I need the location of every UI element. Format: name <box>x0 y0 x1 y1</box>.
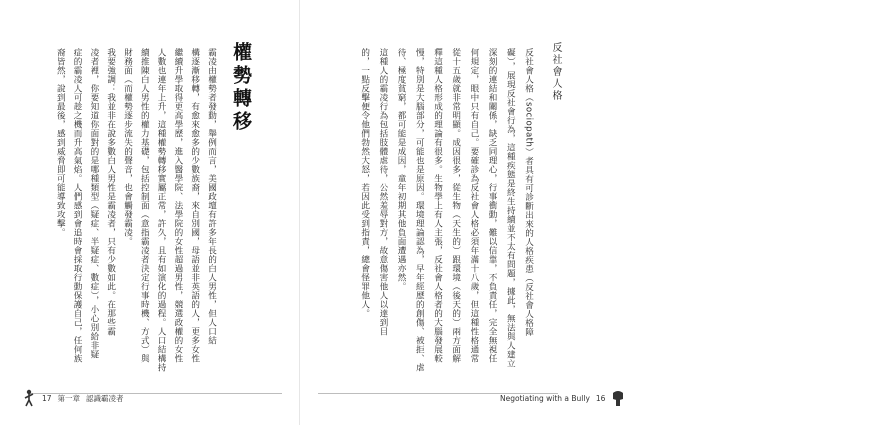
left-page <box>0 0 300 425</box>
text-column: 症的霸凌人可趁之機而升高氣焰。人們感到會追時會採取行動保護自己，任何族 <box>72 48 83 363</box>
text-column: 從十五歲就非常明顯。成因很多，從生物（天生的）跟環境（後天的）兩方面解 <box>450 48 461 363</box>
right-page <box>300 0 606 425</box>
text-column: 裔皆然，說到最後，感到威脅即可能導致攻擊。 <box>55 48 66 237</box>
text-column: 我要強調：我並非在說多數白人男性是霸凌者，只有少數如此。在那些霸 <box>105 48 116 336</box>
text-column: 的，一點反擊便令他們勃然大怒，若因此受到指責，總會怪罪他人。 <box>359 48 370 318</box>
text-column: 反社會人格（sociopath）者具有可診斷出來的人格疾患（反社會人格障 <box>523 48 534 337</box>
text-column: 深刻的連結和關係，缺乏同理心，行事衝動，難以信靠，不負責任，完全無視任 <box>487 48 498 363</box>
text-column: 礙），展現反社會行為，這種疾態是終生持續並不太有問題，據此，無法與人建立 <box>505 48 516 368</box>
book-title: Negotiating with a Bully <box>500 393 590 403</box>
text-column: 這種人的霸凌行為包括肢體虐待，公然羞辱對方，故意傷害他人以達到目 <box>377 48 388 336</box>
text-column: 凌者裡，你要知道你面對的是哪種類型（疑症、半疑症、數症），小心別給非疑 <box>88 48 99 359</box>
bully-figure-icon <box>611 389 625 407</box>
right-footer <box>500 389 882 407</box>
chapter-title: 認識霸凌者 <box>86 393 124 403</box>
text-column: 財務面（而權勢逐步流失的聲音，也會觸發霸凌。 <box>122 48 133 246</box>
text-column: 釋這種人格形成的理論有很多。生物學上有人主張，反社會人格者的大腦發展較 <box>432 48 443 363</box>
section-heading: 反社會人格 <box>550 42 561 102</box>
text-column: 待、極度貧窮，都可能是成因，童年初期其他負面遭遇亦然。 <box>396 48 407 291</box>
text-column: 繼續升學取得更高學歷，進入醫學院、法學院的女性超過男性，競選政權的女性 <box>172 48 183 363</box>
running-figure-icon <box>22 389 36 407</box>
left-footer <box>22 389 124 407</box>
chapter-label: 第一章 <box>57 393 81 403</box>
text-column: 構逐漸移轉，有愈來愈多的少數族裔，來自別國，母語並非英語的人，更多女性 <box>189 48 200 363</box>
text-column: 霸凌由權勢者發動，舉例而言，美國政壇有許多年長的白人男性，但人口結 <box>206 48 217 345</box>
page-number: 16 <box>595 393 606 403</box>
text-column: 人數也連年上升，這種權勢轉移實屬正常，許久，且有如演化的過程。人口結構持 <box>156 48 167 372</box>
text-column: 何規定，眼中只有自己。要確診為反社會人格必須年滿十八歲，但這種性格通常 <box>468 48 479 363</box>
page-number: 17 <box>42 393 52 403</box>
text-column: 續推陳白人男性的權力基礎，包括控制面（意指霸凌者決定行事時機、方式）與 <box>139 48 150 363</box>
section-heading: 權勢轉移 <box>230 42 252 134</box>
text-column: 慢，特別是大腦部分，可能也是原因。環境理論認為，早年經歷的創傷、被拒、虐 <box>414 48 425 372</box>
